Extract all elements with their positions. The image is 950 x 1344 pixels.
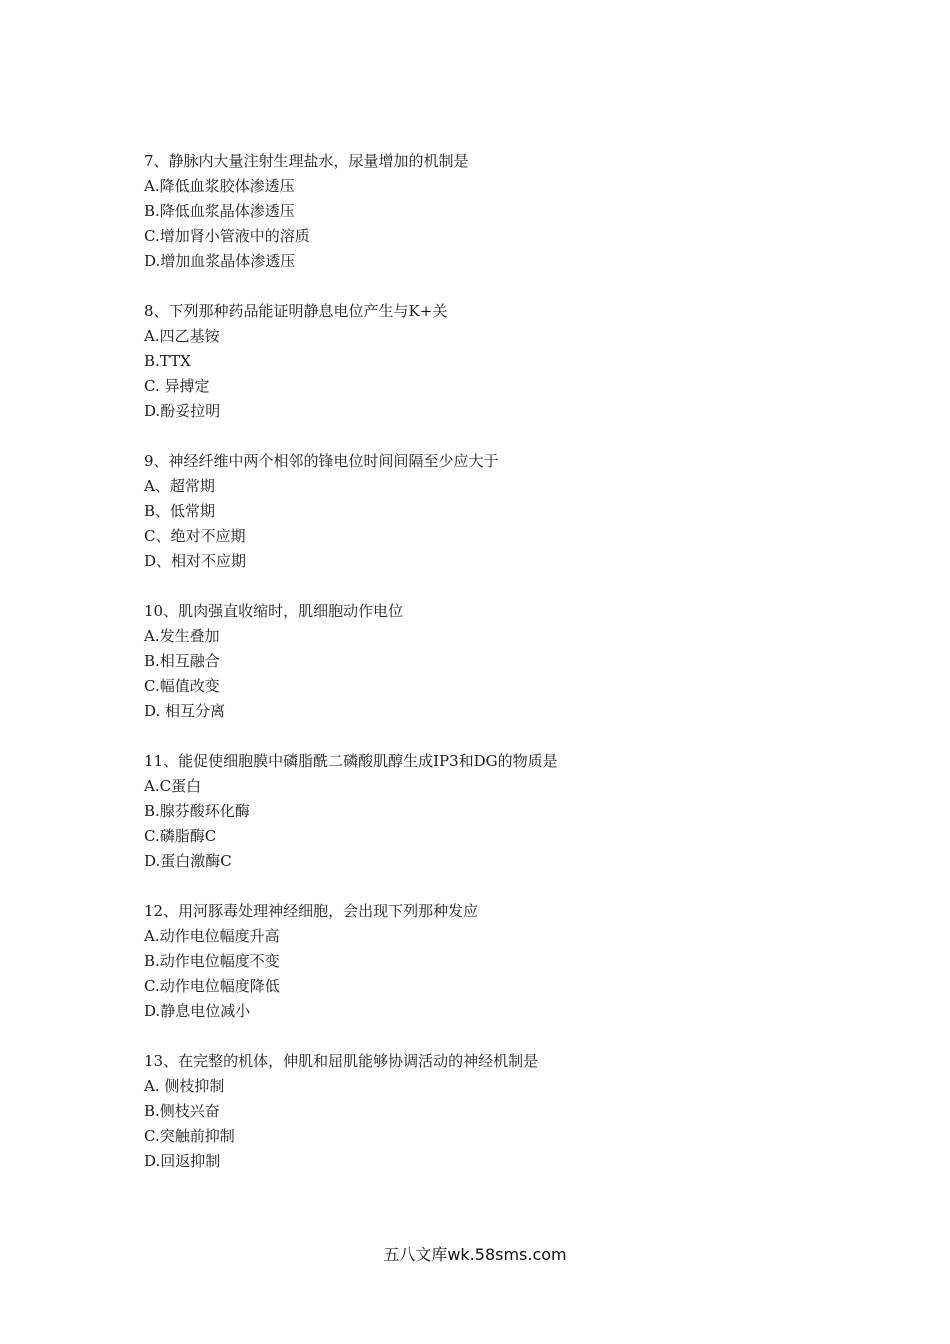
question-stem: 11、能促使细胞膜中磷脂酰二磷酸肌醇生成IP3和DG的物质是: [144, 752, 558, 770]
question-stem: 9、神经纤维中两个相邻的锋电位时间间隔至少应大于: [144, 452, 499, 470]
question-stem: 13、在完整的机体，伸肌和屈肌能够协调活动的神经机制是: [144, 1052, 539, 1070]
option-b: B.相互融合: [144, 652, 220, 670]
question-13: [144, 1049, 844, 1174]
option-a: A. 侧枝抑制: [144, 1077, 225, 1095]
option-d: D、相对不应期: [144, 552, 247, 570]
option-a: A.C蛋白: [144, 777, 202, 795]
option-a: A.发生叠加: [144, 627, 220, 645]
question-stem: 12、用河豚毒处理神经细胞，会出现下列那种发应: [144, 902, 479, 920]
option-d: D.静息电位减小: [144, 1002, 251, 1020]
option-c: C.增加肾小管液中的溶质: [144, 227, 310, 245]
option-b: B.腺芬酸环化酶: [144, 802, 250, 820]
option-b: B.侧枝兴奋: [144, 1102, 220, 1120]
question-10: [144, 599, 844, 724]
option-b: B.降低血浆晶体渗透压: [144, 202, 295, 220]
option-a: A.四乙基铵: [144, 327, 220, 345]
option-a: A.降低血浆胶体渗透压: [144, 177, 295, 195]
option-d: D.增加血浆晶体渗透压: [144, 252, 296, 270]
option-b: B.TTX: [144, 352, 191, 370]
question-11: [144, 749, 844, 874]
option-d: D. 相互分离: [144, 702, 226, 720]
option-c: C.突触前抑制: [144, 1127, 235, 1145]
option-d: D.酚妥拉明: [144, 402, 221, 420]
option-b: B.动作电位幅度不变: [144, 952, 280, 970]
question-list: [144, 149, 844, 1199]
question-stem: 7、静脉内大量注射生理盐水，尿量增加的机制是: [144, 152, 469, 170]
option-c: C.磷脂酶C: [144, 827, 217, 845]
option-c: C、绝对不应期: [144, 527, 246, 545]
option-c: C.幅值改变: [144, 677, 220, 695]
footer-watermark: 五八文库wk.58sms.com: [383, 1245, 567, 1264]
option-c: C.动作电位幅度降低: [144, 977, 280, 995]
option-d: D.回返抑制: [144, 1152, 221, 1170]
option-a: A.动作电位幅度升高: [144, 927, 280, 945]
option-c: C. 异搏定: [144, 377, 210, 395]
question-9: [144, 449, 844, 574]
option-b: B、低常期: [144, 502, 216, 520]
question-8: [144, 299, 844, 424]
question-stem: 8、下列那种药品能证明静息电位产生与K+关: [144, 302, 448, 320]
question-7: [144, 149, 844, 274]
option-a: A、超常期: [144, 477, 215, 495]
question-12: [144, 899, 844, 1024]
question-stem: 10、肌肉强直收缩时，肌细胞动作电位: [144, 602, 404, 620]
option-d: D.蛋白激酶C: [144, 852, 232, 870]
